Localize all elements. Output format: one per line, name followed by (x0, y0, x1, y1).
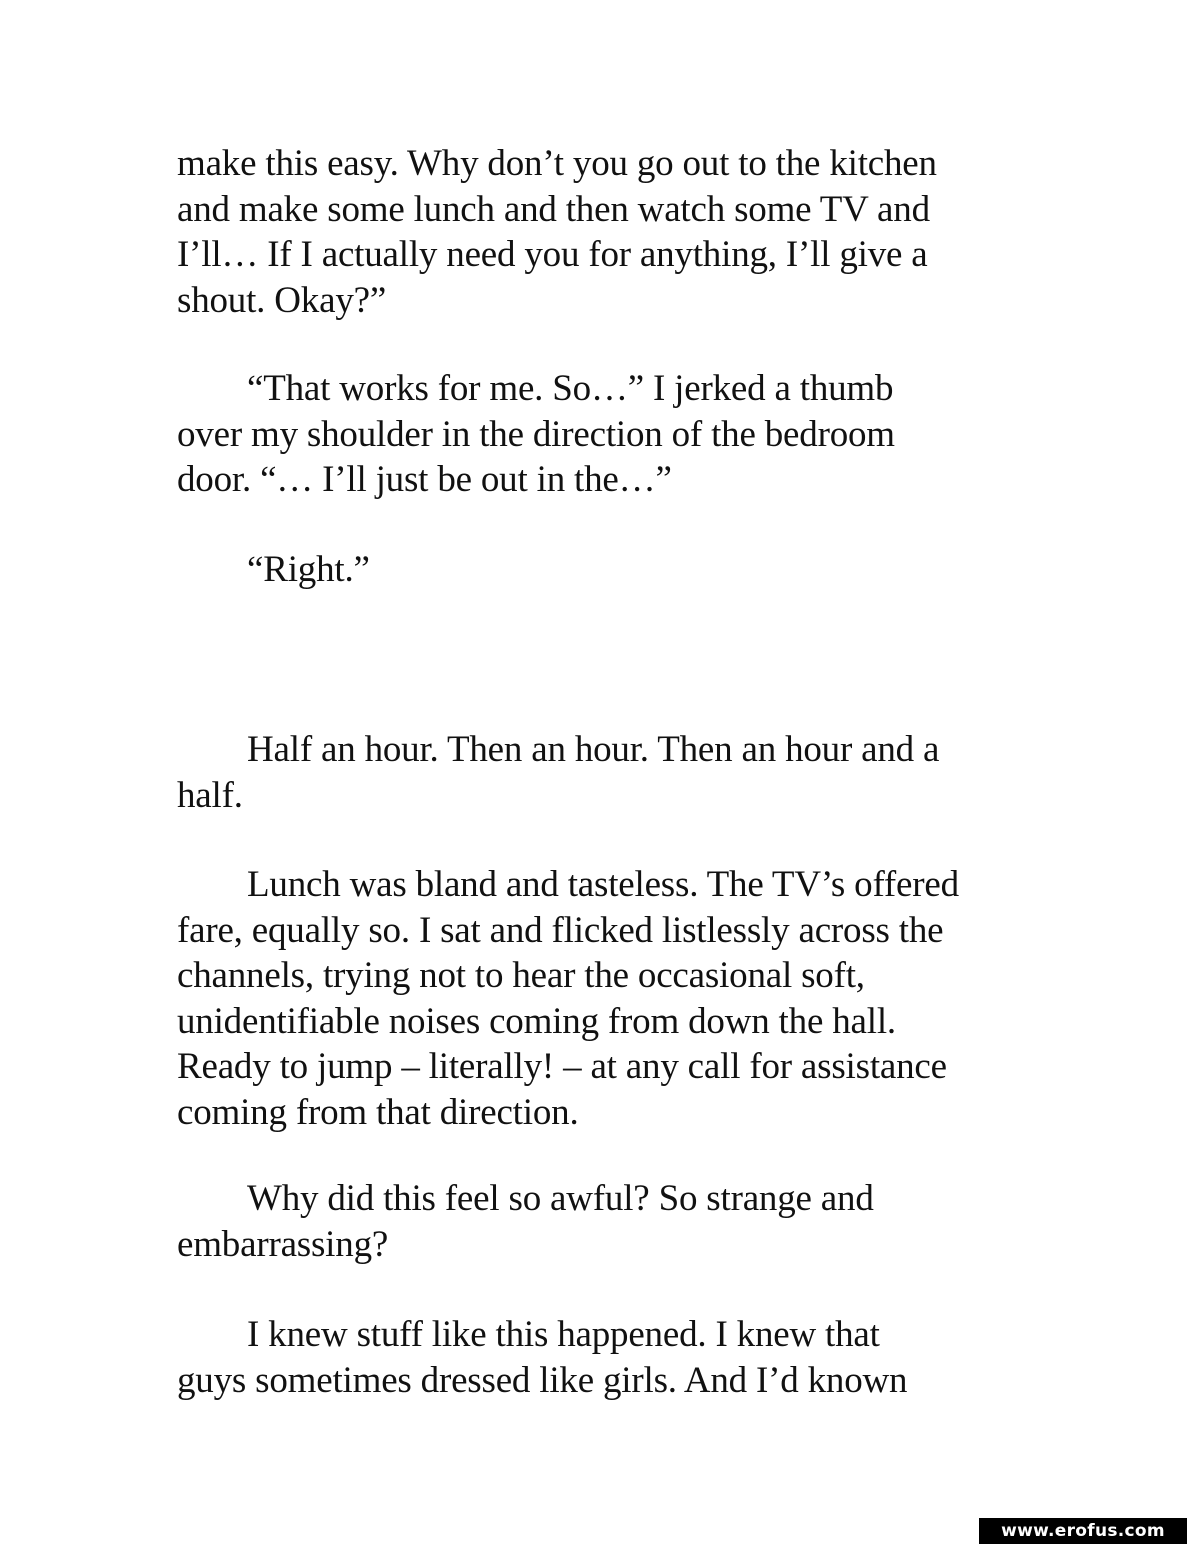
paragraph-2: “That works for me. So…” I jerked a thumb over my shoulder in the direction of the bedroom door. “… I’ll just be out in the…” (177, 368, 895, 500)
site-watermark: www.erofus.com (978, 1517, 1188, 1545)
paragraph-4: Half an hour. Then an hour. Then an hour and a half. (177, 729, 940, 816)
paragraph-1: make this easy. Why don’t you go out to the kitchen and make some lunch and then watch some TV and I’ll… If I actually need you for anything, I’ll give a shout. Okay?” (177, 143, 937, 321)
paragraph-5: Lunch was bland and tasteless. The TV’s offered fare, equally so. I sat and flicked listlessly across the channels, trying not to hear the occasional soft, unidentifiable noises coming from down the hall. Ready to jump – literally! – at any call for assistance coming from that direction. (177, 864, 959, 1133)
paragraph-3: “Right.” (247, 549, 370, 590)
paragraph-6: Why did this feel so awful? So strange and embarrassing? (177, 1178, 874, 1265)
paragraph-7: I knew stuff like this happened. I knew that guys sometimes dressed like girls. And I’d known (177, 1314, 908, 1401)
